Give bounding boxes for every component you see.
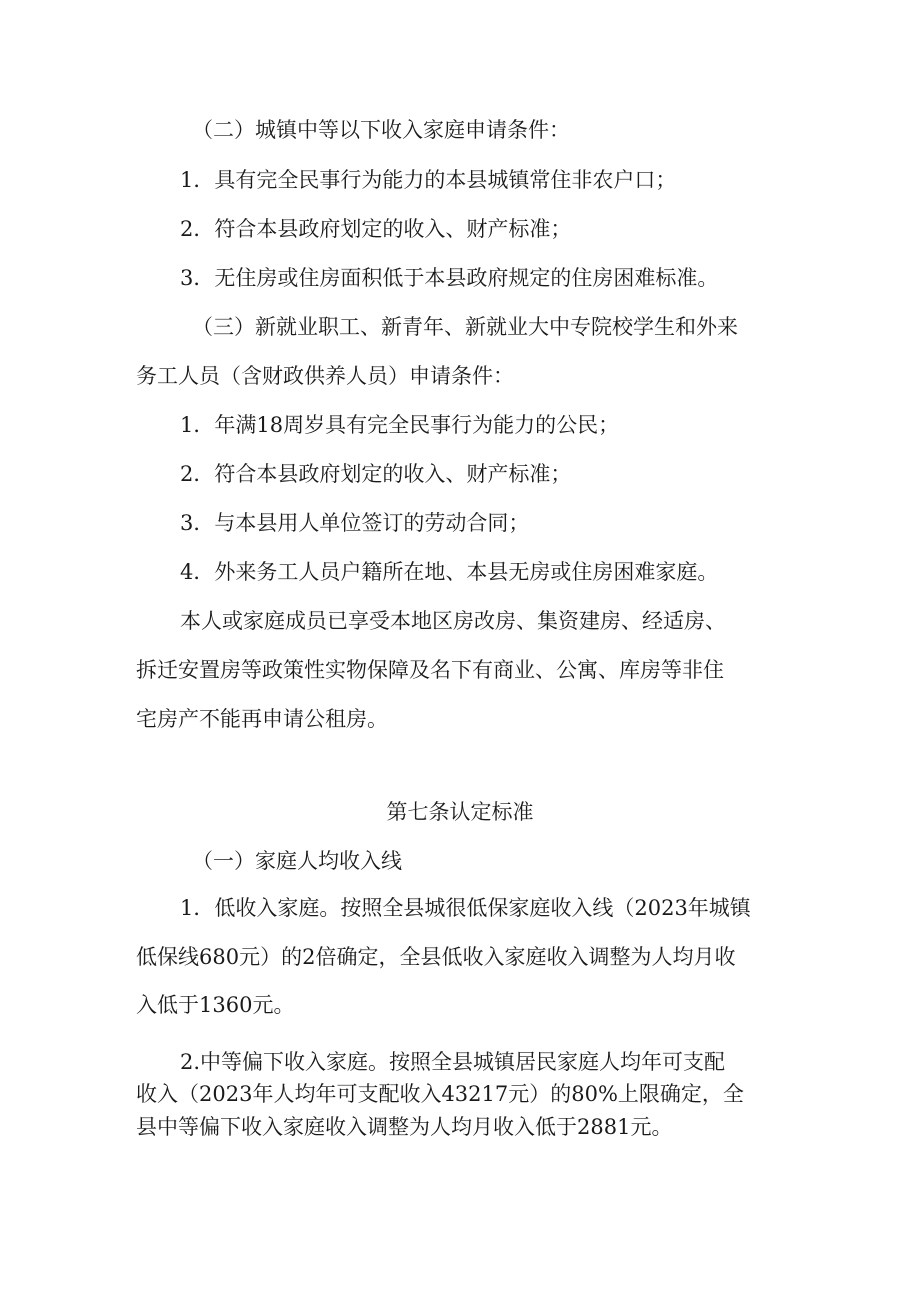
list-item: 1．年满18周岁具有完全民事行为能力的公民； — [180, 413, 620, 437]
list-item: 4．外来务工人员户籍所在地、本县无房或住房困难家庭。 — [180, 560, 719, 584]
paragraph-line: 拆迁安置房等政策性实物保障及名下有商业、公寓、库房等非住 — [136, 658, 724, 682]
paragraph-line: 低保线680元）的2倍确定，全县低收入家庭收入调整为人均月收 — [136, 945, 736, 969]
paragraph-line: 1．低收入家庭。按照全县城很低保家庭收入线（2023年城镇 — [180, 896, 751, 920]
paragraph-line: 收入（2023年人均年可支配收入43217元）的80%上限确定，全 — [136, 1082, 744, 1106]
list-item: 2．符合本县政府划定的收入、财产标准； — [180, 217, 572, 241]
list-item: 3．与本县用人单位签订的劳动合同； — [180, 511, 530, 535]
list-item: 3．无住房或住房面积低于本县政府规定的住房困难标准。 — [180, 266, 719, 290]
list-item: 1．具有完全民事行为能力的本县城镇常住非农户口； — [180, 168, 677, 192]
list-item: 2．符合本县政府划定的收入、财产标准； — [180, 462, 572, 486]
section-heading-3: （三）新就业职工、新青年、新就业大中专院校学生和外来 — [192, 315, 738, 339]
section-heading-2: （二）城镇中等以下收入家庭申请条件： — [192, 118, 570, 142]
paragraph-line: 县中等偏下收入家庭收入调整为人均月收入低于2881元。 — [136, 1115, 673, 1139]
paragraph-line: 宅房产不能再申请公租房。 — [136, 707, 388, 731]
paragraph-line: 入低于1360元。 — [136, 993, 295, 1017]
paragraph-line: 2.中等偏下收入家庭。按照全县城镇居民家庭人均年可支配 — [180, 1050, 726, 1074]
article-title: 第七条认定标准 — [386, 800, 534, 824]
paragraph-line: 务工人员（含财政供养人员）申请条件： — [136, 364, 514, 388]
section-heading-1: （一）家庭人均收入线 — [192, 849, 402, 873]
paragraph-line: 本人或家庭成员已享受本地区房改房、集资建房、经适房、 — [180, 609, 726, 633]
